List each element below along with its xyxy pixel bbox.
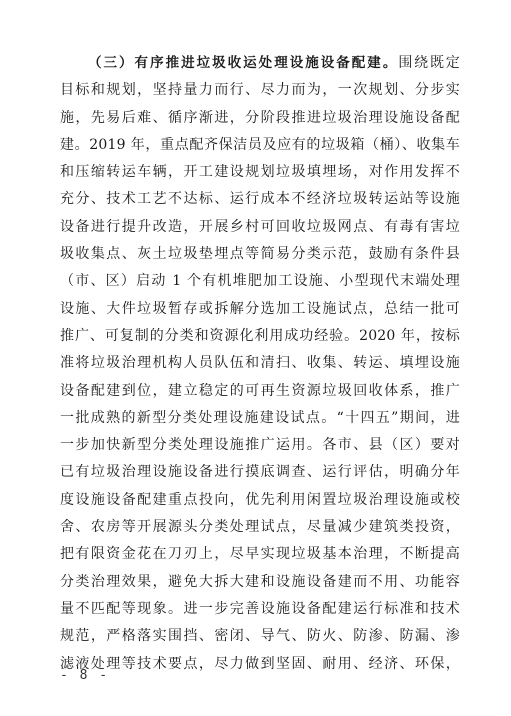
page-number: - 8 - xyxy=(60,668,110,683)
paragraph-line: 圾收集点、灰土垃圾垫埋点等简易分类示范，鼓励有条件县 xyxy=(60,246,460,263)
paragraph-line: 设备配建到位，建立稳定的可再生资源垃圾回收体系，推广 xyxy=(60,382,460,399)
document-body xyxy=(60,50,460,678)
paragraph-line: 规范，严格落实围挡、密闭、导气、防火、防渗、防漏、渗 xyxy=(60,628,460,645)
paragraph-line: 和压缩转运车辆，开工建设规划垃圾填埋场，对作用发挥不 xyxy=(60,164,460,181)
paragraph-first-line xyxy=(60,50,460,77)
paragraph-line: 目标和规划，坚持量力而行、尽力而为，一次规划、分步实 xyxy=(60,82,460,99)
paragraph-text: 围绕既定 xyxy=(398,55,460,71)
paragraph-line: 设备进行提升改造，开展乡村可回收垃圾网点、有毒有害垃 xyxy=(60,218,460,235)
paragraph-line: 量不匹配等现象。进一步完善设施设备配建运行标准和技术 xyxy=(60,600,460,617)
paragraph-line: 舍、农房等开展源头分类处理试点，尽量减少建筑类投资， xyxy=(60,519,460,536)
paragraph-line: 推广、可复制的分类和资源化利用成功经验。2020 年，按标 xyxy=(60,327,460,344)
paragraph-line: 施，先易后难、循序渐进，分阶段推进垃圾治理设施设备配 xyxy=(60,109,460,126)
paragraph-line: 滤液处理等技术要点，尽力做到坚固、耐用、经济、环保， xyxy=(60,655,460,672)
paragraph-line: 把有限资金花在刀刃上，尽早实现垃圾基本治理，不断提高 xyxy=(60,546,460,563)
section-heading: （三）有序推进垃圾收运处理设施设备配建。 xyxy=(88,55,399,71)
paragraph-line: 一步加快新型分类处理设施推广运用。各市、县（区）要对 xyxy=(60,437,460,454)
paragraph-line: 一批成熟的新型分类处理设施建设试点。“十四五”期间，进 xyxy=(60,409,460,426)
paragraph-line: 充分、技术工艺不达标、运行成本不经济垃圾转运站等设施 xyxy=(60,191,460,208)
paragraph-line: 度设施设备配建重点投向，优先利用闲置垃圾治理设施或校 xyxy=(60,491,460,508)
paragraph-line: 准将垃圾治理机构人员队伍和清扫、收集、转运、填埋设施 xyxy=(60,355,460,372)
paragraph-line: 分类治理效果，避免大拆大建和设施设备建而不用、功能容 xyxy=(60,573,460,590)
paragraph-line: （市、区）启动 1 个有机堆肥加工设施、小型现代末端处理 xyxy=(60,273,460,290)
paragraph-line: 设施、大件垃圾暂存或拆解分选加工设施试点，总结一批可 xyxy=(60,300,460,317)
paragraph-line: 已有垃圾治理设施设备进行摸底调查、运行评估，明确分年 xyxy=(60,464,460,481)
paragraph-line: 建。2019 年，重点配齐保洁员及应有的垃圾箱（桶）、收集车 xyxy=(60,136,460,153)
